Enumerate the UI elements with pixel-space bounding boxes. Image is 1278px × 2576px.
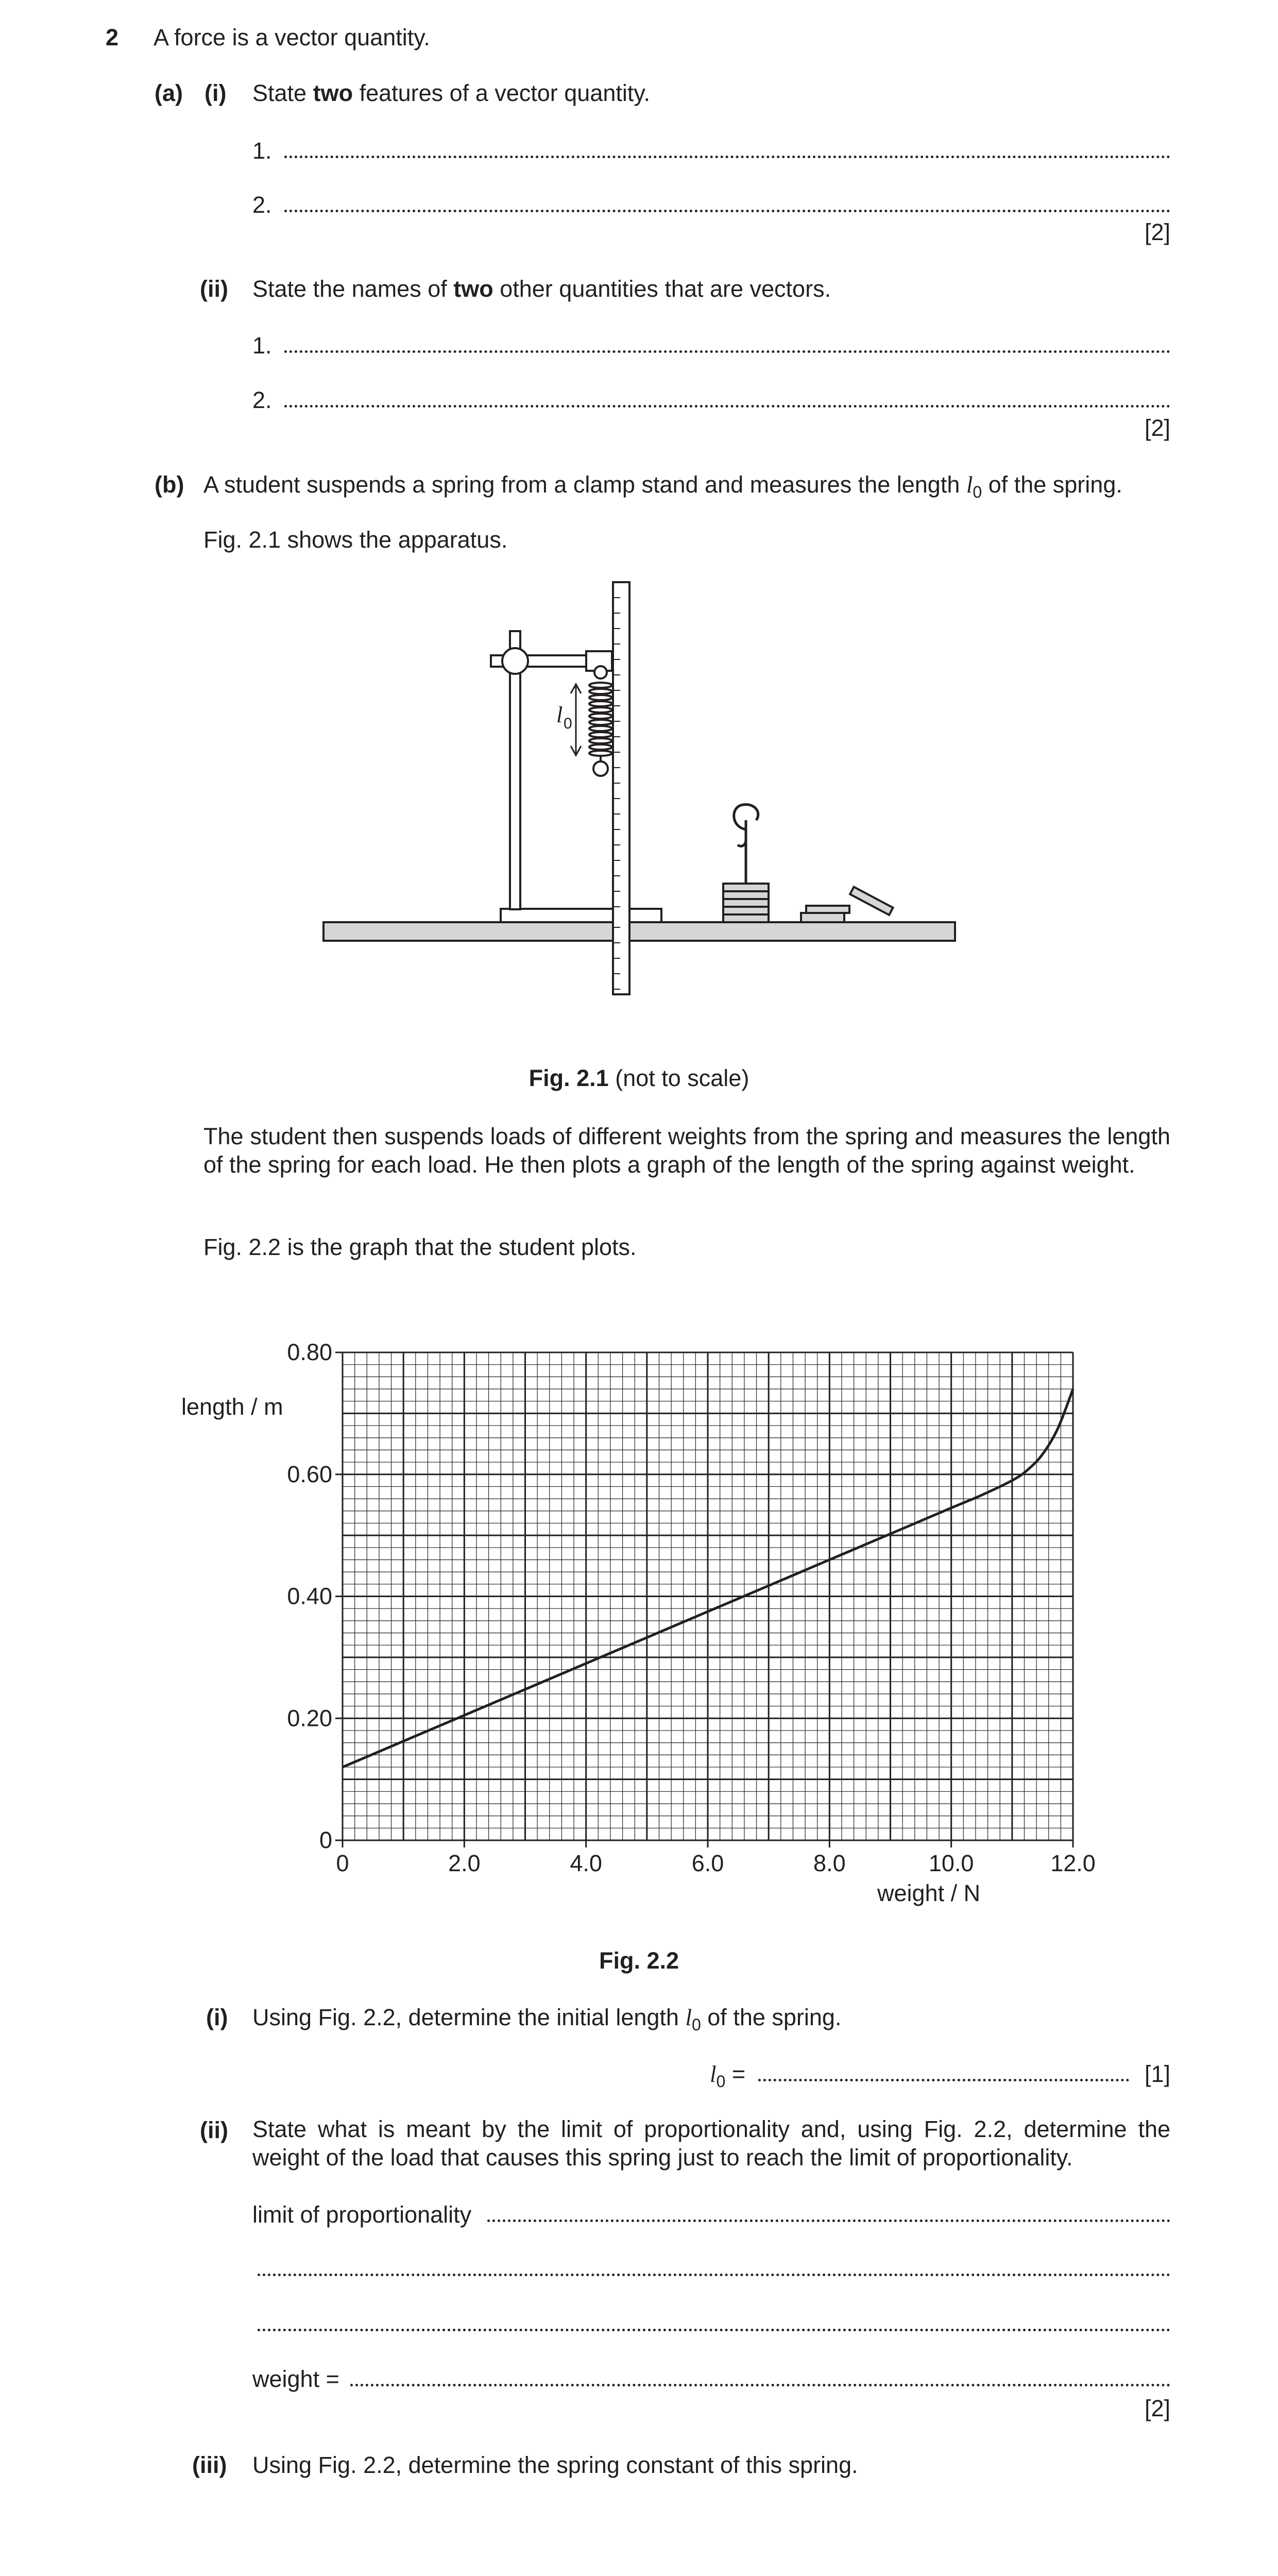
x-tick-label: 10.0: [928, 1850, 974, 1876]
spring-bottom-loop: [593, 761, 608, 776]
fig-2-1-reference: Fig. 2.1 shows the apparatus.: [203, 527, 508, 553]
part-a-i-text: State two features of a vector quantity.: [252, 80, 651, 106]
limit-of-proportionality-label: limit of proportionality: [252, 2201, 472, 2228]
y-axis-label: length / m: [181, 1394, 283, 1420]
part-b-ii-label: (ii): [200, 2117, 228, 2143]
part-b-i-label: (i): [206, 2004, 228, 2030]
marks: [2]: [1144, 415, 1170, 441]
answer-line[interactable]: [487, 2219, 1170, 2222]
fig-2-2-reference: Fig. 2.2 is the graph that the student plots.: [203, 1234, 637, 1260]
fig-2-2-graph: [0, 1319, 1278, 1932]
x-tick-label: 12.0: [1050, 1850, 1096, 1876]
stand-base: [501, 909, 661, 922]
bench: [323, 922, 955, 941]
part-b-i-text: Using Fig. 2.2, determine the initial length $l_0$ of the spring.: [252, 2004, 842, 2034]
x-tick-label: 2.0: [448, 1850, 481, 1876]
boss: [502, 648, 528, 674]
answer-line[interactable]: [284, 350, 1170, 353]
y-tick-label: 0.60: [287, 1461, 332, 1487]
answer-line-number: 2.: [252, 387, 272, 413]
slotted-masses: [723, 805, 769, 922]
part-b-label: (b): [155, 471, 184, 498]
answer-line-number: 1.: [252, 138, 272, 164]
part-b-iii-text: Using Fig. 2.2, determine the spring constant of this spring.: [252, 2452, 858, 2478]
length-arrow: [571, 684, 581, 755]
answer-line-weight[interactable]: [350, 2384, 1170, 2386]
answer-line[interactable]: [258, 2329, 1170, 2331]
answer-line-number: 2.: [252, 192, 272, 218]
part-a-ii-label: (ii): [200, 276, 228, 302]
weight-label: weight =: [252, 2366, 339, 2392]
question-number: 2: [106, 24, 119, 50]
y-tick-labels: [287, 1339, 332, 1853]
answer-label-l0: $l_0$ =: [710, 2061, 746, 2091]
answer-line[interactable]: [284, 405, 1170, 408]
axis-ticks: [335, 1352, 1073, 1848]
l0-label: l: [556, 702, 563, 727]
answer-line-number: 1.: [252, 332, 272, 359]
question-stem: A force is a vector quantity.: [154, 24, 430, 50]
part-b-ii-text: State what is meant by the limit of proportionality and, using Fig. 2.2, determine the weight of the load that causes this spring just to reach the limit of proportionality.: [252, 2116, 1170, 2171]
part-b-iii-label: (iii): [192, 2452, 227, 2478]
spring: [589, 683, 612, 756]
part-a-label: (a): [155, 80, 183, 106]
l0-subscript: 0: [564, 715, 572, 732]
marks: [1]: [1144, 2061, 1170, 2087]
answer-line[interactable]: [284, 156, 1170, 158]
x-axis-label: weight / N: [877, 1880, 981, 1906]
part-a-i-label: (i): [205, 80, 227, 106]
fig-2-2-caption: Fig. 2.2: [599, 1947, 679, 1974]
x-tick-label: 6.0: [691, 1850, 724, 1876]
spring-top-loop: [594, 666, 607, 679]
answer-line[interactable]: [258, 2274, 1170, 2276]
x-tick-label: 8.0: [813, 1850, 846, 1876]
marks: [2]: [1144, 219, 1170, 245]
x-tick-labels: [336, 1850, 1095, 1876]
loose-masses: [801, 887, 893, 922]
fig-2-1-caption: Fig. 2.1 (not to scale): [529, 1065, 749, 1091]
part-a-ii-text: State the names of two other quantities that are vectors.: [252, 276, 831, 302]
part-b-intro: A student suspends a spring from a clamp stand and measures the length $l_0$ of the spring.: [203, 471, 1122, 501]
y-tick-label: 0.20: [287, 1705, 332, 1732]
y-tick-label: 0: [319, 1827, 332, 1853]
y-tick-label: 0.40: [287, 1583, 332, 1609]
x-tick-label: 4.0: [570, 1850, 602, 1876]
marks: [2]: [1144, 2395, 1170, 2421]
answer-line-l0[interactable]: [758, 2079, 1129, 2081]
answer-line[interactable]: [284, 210, 1170, 212]
x-tick-label: 0: [336, 1850, 349, 1876]
part-b-paragraph: The student then suspends loads of different weights from the spring and measures the length of the spring for each load. He then plots a graph of the length of the spring against weight.: [203, 1123, 1170, 1178]
y-tick-label: 0.80: [287, 1339, 332, 1365]
fig-2-1-apparatus: [0, 567, 1278, 1015]
